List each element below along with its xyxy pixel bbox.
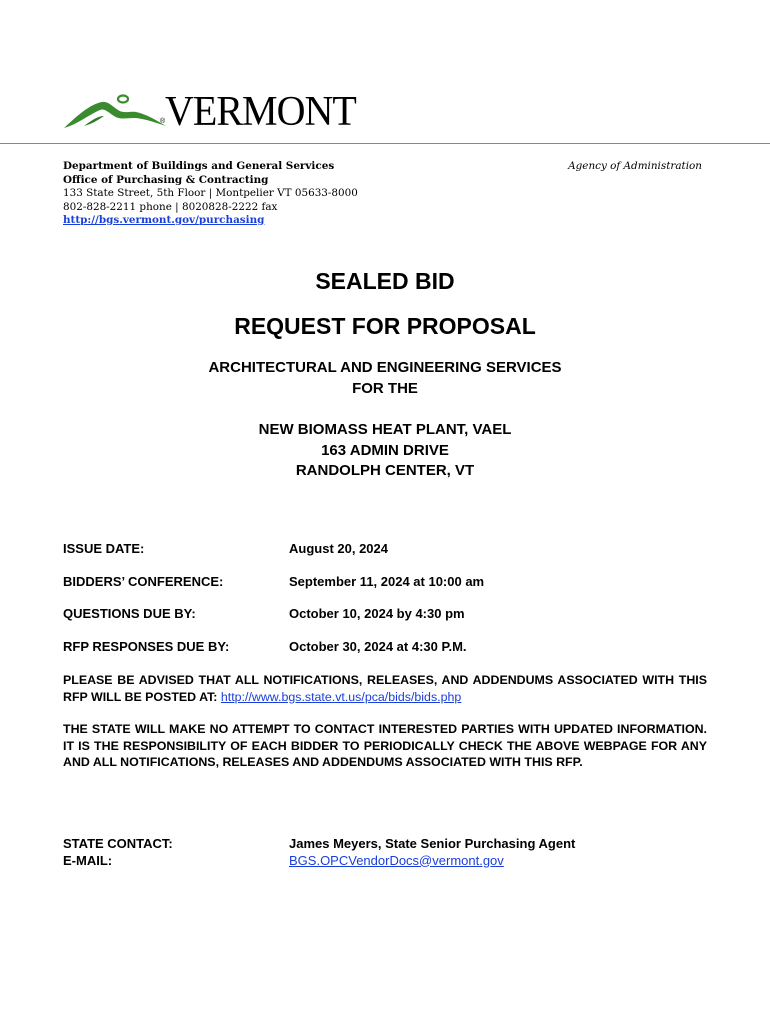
mountain-logo-icon: [62, 90, 172, 132]
contact-block: [63, 836, 576, 869]
project-block: [0, 420, 770, 482]
registered-mark: ®: [160, 118, 166, 125]
title-sealed-bid: SEALED BID: [315, 268, 455, 294]
warning-paragraph: THE STATE WILL MAKE NO ATTEMPT TO CONTACT INTERESTED PARTIES WITH UPDATED INFORMATION. IT IS THE RESPONSIBILITY OF EACH BIDDER TO PERIODICALLY CHECK THE ABOVE WEBPAGE FOR ANY AND ALL NOTIFICATIONS, RELEASES AND ADDENDUMS ASSOCIATED WITH THIS RFP.: [63, 722, 707, 769]
project-address: 163 ADMIN DRIVE: [321, 441, 449, 459]
date-label: RFP RESPONSES DUE BY:: [63, 639, 230, 654]
for-the-line: FOR THE: [352, 379, 418, 397]
email-row: [63, 852, 504, 870]
contact-name: James Meyers, State Senior Purchasing Agent: [289, 836, 576, 851]
vermont-logo: [62, 86, 356, 135]
header-divider: [0, 143, 770, 144]
address: 133 State Street, 5th Floor | Montpelier VT 05633-8000: [63, 187, 358, 199]
agency-name: Agency of Administration: [568, 160, 702, 172]
date-label: QUESTIONS DUE BY:: [63, 606, 196, 621]
email-label: E-MAIL:: [63, 852, 113, 868]
notice-text: PLEASE BE ADVISED THAT ALL NOTIFICATIONS, RELEASES, AND ADDENDUMS ASSOCIATED WITH THIS RFP WILL BE POSTED AT:: [63, 673, 707, 704]
contact-row: [63, 836, 576, 853]
bidders-conference-row: [63, 574, 485, 589]
date-value: October 30, 2024 at 4:30 P.M.: [289, 639, 467, 654]
date-value: October 10, 2024 by 4:30 pm: [289, 606, 465, 621]
department-block: [63, 160, 358, 228]
phone-fax: 802-828-2211 phone | 8020828-2222 fax: [63, 200, 278, 213]
logo-wordmark: VERMONT: [165, 86, 356, 135]
bids-link[interactable]: http://www.bgs.state.vt.us/pca/bids/bids.php: [220, 689, 462, 704]
services-subtitle: [0, 358, 770, 399]
department-name: Department of Buildings and General Services: [63, 160, 335, 172]
office-name: Office of Purchasing & Contracting: [63, 173, 269, 186]
date-value: September 11, 2024 at 10:00 am: [289, 574, 485, 589]
date-value: August 20, 2024: [289, 541, 388, 556]
contact-label: STATE CONTACT:: [63, 836, 173, 851]
title-rfp: REQUEST FOR PROPOSAL: [234, 313, 536, 339]
responses-due-row: [63, 639, 467, 654]
services-line: ARCHITECTURAL AND ENGINEERING SERVICES: [208, 359, 562, 376]
notice-paragraph: [63, 672, 707, 705]
issue-date-row: [63, 541, 388, 556]
project-name: NEW BIOMASS HEAT PLANT, VAEL: [258, 421, 512, 438]
questions-due-row: [63, 606, 465, 621]
purchasing-link[interactable]: http://bgs.vermont.gov/purchasing: [63, 214, 265, 226]
date-label: ISSUE DATE:: [63, 541, 145, 556]
contact-email-link[interactable]: BGS.OPCVendorDocs@vermont.gov: [289, 852, 504, 868]
project-city: RANDOLPH CENTER, VT: [295, 462, 475, 479]
date-label: BIDDERS’ CONFERENCE:: [63, 574, 224, 589]
